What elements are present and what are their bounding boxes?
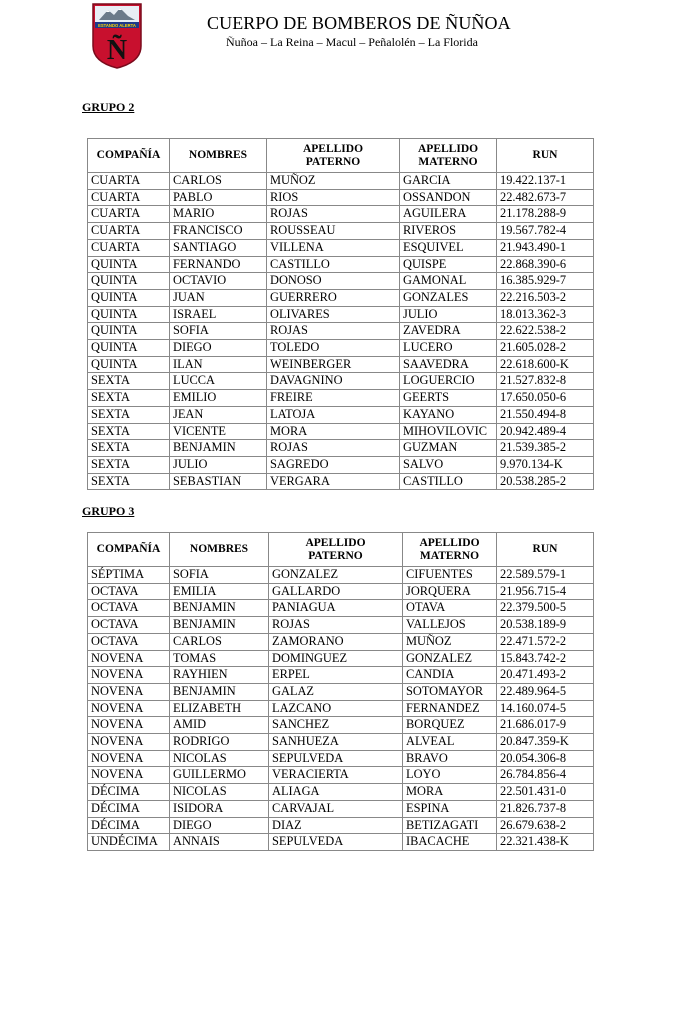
cell-apellido-paterno: LATOJA [267,406,400,423]
col-nombres: NOMBRES [170,139,267,173]
cell-apellido-paterno: ROJAS [267,440,400,457]
cell-compania: CUARTA [88,206,170,223]
cell-run: 21.178.288-9 [497,206,594,223]
cell-apellido-materno: GONZALES [400,289,497,306]
group-2-table [87,138,594,490]
cell-apellido-materno: BETIZAGATI [403,817,497,834]
cell-compania: OCTAVA [88,633,170,650]
fire-department-logo [90,2,144,70]
cell-apellido-materno: LOYO [403,767,497,784]
cell-apellido-paterno: PANIAGUA [269,600,403,617]
cell-apellido-materno: LOGUERCIO [400,373,497,390]
cell-run: 19.567.782-4 [497,223,594,240]
cell-apellido-materno: ESPINA [403,800,497,817]
table-row [88,473,594,490]
cell-run: 20.538.189-9 [497,617,594,634]
cell-nombres: LUCCA [170,373,267,390]
cell-nombres: SOFIA [170,323,267,340]
col-apellido-materno: APELLIDO MATERNO [403,533,497,567]
cell-run: 22.379.500-5 [497,600,594,617]
cell-apellido-materno: MUÑOZ [403,633,497,650]
cell-apellido-materno: VALLEJOS [403,617,497,634]
cell-nombres: TOMAS [170,650,269,667]
cell-run: 22.868.390-6 [497,256,594,273]
cell-run: 19.422.137-1 [497,173,594,190]
cell-apellido-paterno: MUÑOZ [267,173,400,190]
cell-apellido-paterno: MORA [267,423,400,440]
cell-apellido-paterno: RIOS [267,189,400,206]
cell-compania: QUINTA [88,273,170,290]
cell-compania: QUINTA [88,306,170,323]
col-apellido-materno: APELLIDO MATERNO [400,139,497,173]
cell-compania: NOVENA [88,750,170,767]
table-row [88,700,594,717]
cell-apellido-materno: SAAVEDRA [400,356,497,373]
cell-nombres: EMILIA [170,583,269,600]
table-row [88,817,594,834]
table-row [88,633,594,650]
cell-run: 20.538.285-2 [497,473,594,490]
cell-apellido-materno: CIFUENTES [403,567,497,584]
cell-nombres: JUAN [170,289,267,306]
cell-compania: CUARTA [88,239,170,256]
table-row [88,800,594,817]
cell-nombres: JEAN [170,406,267,423]
cell-apellido-paterno: GALAZ [269,683,403,700]
col-run: RUN [497,533,594,567]
cell-apellido-paterno: SEPULVEDA [269,750,403,767]
cell-apellido-materno: MIHOVILOVIC [400,423,497,440]
cell-apellido-paterno: ERPEL [269,667,403,684]
cell-nombres: GUILLERMO [170,767,269,784]
cell-compania: UNDÉCIMA [88,834,170,851]
cell-apellido-paterno: FREIRE [267,390,400,407]
cell-run: 21.686.017-9 [497,717,594,734]
cell-apellido-materno: BRAVO [403,750,497,767]
cell-apellido-materno: GEERTS [400,390,497,407]
cell-compania: NOVENA [88,650,170,667]
cell-nombres: ISIDORA [170,800,269,817]
cell-apellido-materno: ZAVEDRA [400,323,497,340]
col-apellido-paterno: APELLIDO PATERNO [267,139,400,173]
cell-apellido-materno: ALVEAL [403,734,497,751]
cell-run: 21.527.832-8 [497,373,594,390]
cell-apellido-paterno: SAGREDO [267,456,400,473]
cell-nombres: SEBASTIAN [170,473,267,490]
cell-apellido-materno: GAMONAL [400,273,497,290]
cell-nombres: ISRAEL [170,306,267,323]
cell-compania: SEXTA [88,406,170,423]
cell-nombres: EMILIO [170,390,267,407]
cell-compania: QUINTA [88,289,170,306]
col-apellido-paterno: APELLIDO PATERNO [269,533,403,567]
cell-compania: QUINTA [88,356,170,373]
cell-nombres: MARIO [170,206,267,223]
cell-nombres: CARLOS [170,633,269,650]
cell-run: 16.385.929-7 [497,273,594,290]
cell-compania: QUINTA [88,340,170,357]
cell-compania: OCTAVA [88,617,170,634]
table-row [88,834,594,851]
cell-apellido-paterno: DIAZ [269,817,403,834]
cell-apellido-materno: OSSANDON [400,189,497,206]
table-row [88,423,594,440]
cell-nombres: ANNAIS [170,834,269,851]
cell-compania: CUARTA [88,173,170,190]
cell-nombres: DIEGO [170,817,269,834]
table-row [88,340,594,357]
cell-nombres: BENJAMIN [170,617,269,634]
cell-nombres: SOFIA [170,567,269,584]
cell-apellido-materno: AGUILERA [400,206,497,223]
cell-nombres: ILAN [170,356,267,373]
cell-nombres: NICOLAS [170,750,269,767]
cell-apellido-materno: BORQUEZ [403,717,497,734]
cell-apellido-paterno: VERGARA [267,473,400,490]
table-row [88,323,594,340]
cell-nombres: RAYHIEN [170,667,269,684]
col-compania: COMPAÑÍA [88,533,170,567]
cell-apellido-materno: IBACACHE [403,834,497,851]
cell-nombres: RODRIGO [170,734,269,751]
cell-compania: SEXTA [88,423,170,440]
cell-apellido-paterno: TOLEDO [267,340,400,357]
col-compania: COMPAÑÍA [88,139,170,173]
col-nombres: NOMBRES [170,533,269,567]
cell-nombres: BENJAMIN [170,683,269,700]
cell-apellido-materno: JULIO [400,306,497,323]
cell-apellido-paterno: DOMINGUEZ [269,650,403,667]
table-row [88,617,594,634]
cell-compania: NOVENA [88,667,170,684]
table-row [88,356,594,373]
cell-run: 26.784.856-4 [497,767,594,784]
cell-compania: SEXTA [88,473,170,490]
cell-apellido-paterno: ALIAGA [269,784,403,801]
table-header-row [88,139,594,173]
cell-nombres: CARLOS [170,173,267,190]
cell-run: 22.622.538-2 [497,323,594,340]
cell-apellido-paterno: LAZCANO [269,700,403,717]
table-row [88,600,594,617]
cell-apellido-paterno: SEPULVEDA [269,834,403,851]
cell-run: 22.618.600-K [497,356,594,373]
cell-apellido-materno: GARCIA [400,173,497,190]
cell-apellido-paterno: DAVAGNINO [267,373,400,390]
cell-compania: SEXTA [88,456,170,473]
cell-compania: SEXTA [88,390,170,407]
table-row [88,567,594,584]
cell-run: 18.013.362-3 [497,306,594,323]
cell-apellido-paterno: ROUSSEAU [267,223,400,240]
cell-apellido-materno: OTAVA [403,600,497,617]
cell-nombres: JULIO [170,456,267,473]
cell-nombres: OCTAVIO [170,273,267,290]
cell-run: 15.843.742-2 [497,650,594,667]
cell-run: 14.160.074-5 [497,700,594,717]
cell-run: 22.489.964-5 [497,683,594,700]
cell-compania: NOVENA [88,767,170,784]
cell-apellido-materno: SALVO [400,456,497,473]
cell-compania: QUINTA [88,323,170,340]
cell-nombres: FERNANDO [170,256,267,273]
page-subtitle: Ñuñoa – La Reina – Macul – Peñalolén – La Florida [226,35,478,49]
cell-run: 20.847.359-K [497,734,594,751]
cell-run: 22.471.572-2 [497,633,594,650]
cell-apellido-paterno: CARVAJAL [269,800,403,817]
cell-compania: NOVENA [88,717,170,734]
cell-apellido-paterno: ZAMORANO [269,633,403,650]
cell-nombres: VICENTE [170,423,267,440]
cell-run: 21.943.490-1 [497,239,594,256]
cell-apellido-paterno: GUERRERO [267,289,400,306]
cell-run: 22.501.431-0 [497,784,594,801]
cell-apellido-materno: SOTOMAYOR [403,683,497,700]
cell-apellido-paterno: ROJAS [267,206,400,223]
cell-compania: NOVENA [88,683,170,700]
cell-run: 21.826.737-8 [497,800,594,817]
cell-compania: SEXTA [88,373,170,390]
table-row [88,223,594,240]
cell-apellido-materno: MORA [403,784,497,801]
cell-apellido-paterno: WEINBERGER [267,356,400,373]
table-row [88,683,594,700]
table-row [88,456,594,473]
cell-apellido-materno: FERNANDEZ [403,700,497,717]
cell-run: 20.054.306-8 [497,750,594,767]
cell-run: 22.482.673-7 [497,189,594,206]
cell-run: 9.970.134-K [497,456,594,473]
cell-compania: DÉCIMA [88,800,170,817]
group-2-title: GRUPO 2 [82,100,135,114]
table-row [88,173,594,190]
cell-nombres: NICOLAS [170,784,269,801]
cell-nombres: FRANCISCO [170,223,267,240]
cell-apellido-materno: ESQUIVEL [400,239,497,256]
cell-apellido-materno: GUZMAN [400,440,497,457]
cell-apellido-paterno: SANHUEZA [269,734,403,751]
cell-compania: SÉPTIMA [88,567,170,584]
cell-run: 22.216.503-2 [497,289,594,306]
table-row [88,289,594,306]
cell-apellido-paterno: DONOSO [267,273,400,290]
table-row [88,189,594,206]
table-row [88,750,594,767]
cell-nombres: AMID [170,717,269,734]
cell-nombres: BENJAMIN [170,440,267,457]
cell-run: 21.956.715-4 [497,583,594,600]
group-3-table [87,532,594,851]
cell-nombres: DIEGO [170,340,267,357]
cell-apellido-paterno: VERACIERTA [269,767,403,784]
group-3-title: GRUPO 3 [82,504,135,518]
cell-apellido-paterno: ROJAS [267,323,400,340]
cell-apellido-materno: QUISPE [400,256,497,273]
cell-apellido-materno: LUCERO [400,340,497,357]
cell-run: 20.471.493-2 [497,667,594,684]
cell-apellido-paterno: GONZALEZ [269,567,403,584]
table-row [88,256,594,273]
cell-apellido-materno: RIVEROS [400,223,497,240]
cell-run: 21.539.385-2 [497,440,594,457]
cell-apellido-paterno: CASTILLO [267,256,400,273]
cell-apellido-paterno: ROJAS [269,617,403,634]
table-row [88,306,594,323]
cell-run: 22.321.438-K [497,834,594,851]
table-row [88,734,594,751]
table-row [88,440,594,457]
cell-compania: SEXTA [88,440,170,457]
cell-apellido-materno: CANDIA [403,667,497,684]
table-header-row [88,533,594,567]
cell-run: 20.942.489-4 [497,423,594,440]
cell-compania: CUARTA [88,223,170,240]
table-row [88,390,594,407]
cell-compania: OCTAVA [88,600,170,617]
cell-apellido-paterno: SANCHEZ [269,717,403,734]
cell-compania: NOVENA [88,734,170,751]
cell-apellido-materno: CASTILLO [400,473,497,490]
page-title: CUERPO DE BOMBEROS DE ÑUÑOA [207,13,511,33]
table-row [88,373,594,390]
table-row [88,650,594,667]
table-row [88,206,594,223]
table-row [88,583,594,600]
cell-compania: QUINTA [88,256,170,273]
cell-run: 21.550.494-8 [497,406,594,423]
cell-nombres: PABLO [170,189,267,206]
cell-nombres: ELIZABETH [170,700,269,717]
table-row [88,273,594,290]
table-row [88,717,594,734]
cell-nombres: BENJAMIN [170,600,269,617]
table-row [88,406,594,423]
table-row [88,239,594,256]
cell-compania: OCTAVA [88,583,170,600]
cell-compania: DÉCIMA [88,784,170,801]
cell-run: 22.589.579-1 [497,567,594,584]
cell-compania: CUARTA [88,189,170,206]
logo-letter: Ñ [106,35,128,66]
cell-apellido-paterno: OLIVARES [267,306,400,323]
cell-compania: DÉCIMA [88,817,170,834]
logo-motto: ESTANDO ALERTA [98,23,136,28]
cell-apellido-materno: JORQUERA [403,583,497,600]
cell-apellido-paterno: GALLARDO [269,583,403,600]
cell-apellido-paterno: VILLENA [267,239,400,256]
table-row [88,667,594,684]
col-run: RUN [497,139,594,173]
cell-run: 17.650.050-6 [497,390,594,407]
cell-run: 21.605.028-2 [497,340,594,357]
table-row [88,784,594,801]
cell-compania: NOVENA [88,700,170,717]
cell-nombres: SANTIAGO [170,239,267,256]
cell-apellido-materno: KAYANO [400,406,497,423]
cell-apellido-materno: GONZALEZ [403,650,497,667]
cell-run: 26.679.638-2 [497,817,594,834]
table-row [88,767,594,784]
